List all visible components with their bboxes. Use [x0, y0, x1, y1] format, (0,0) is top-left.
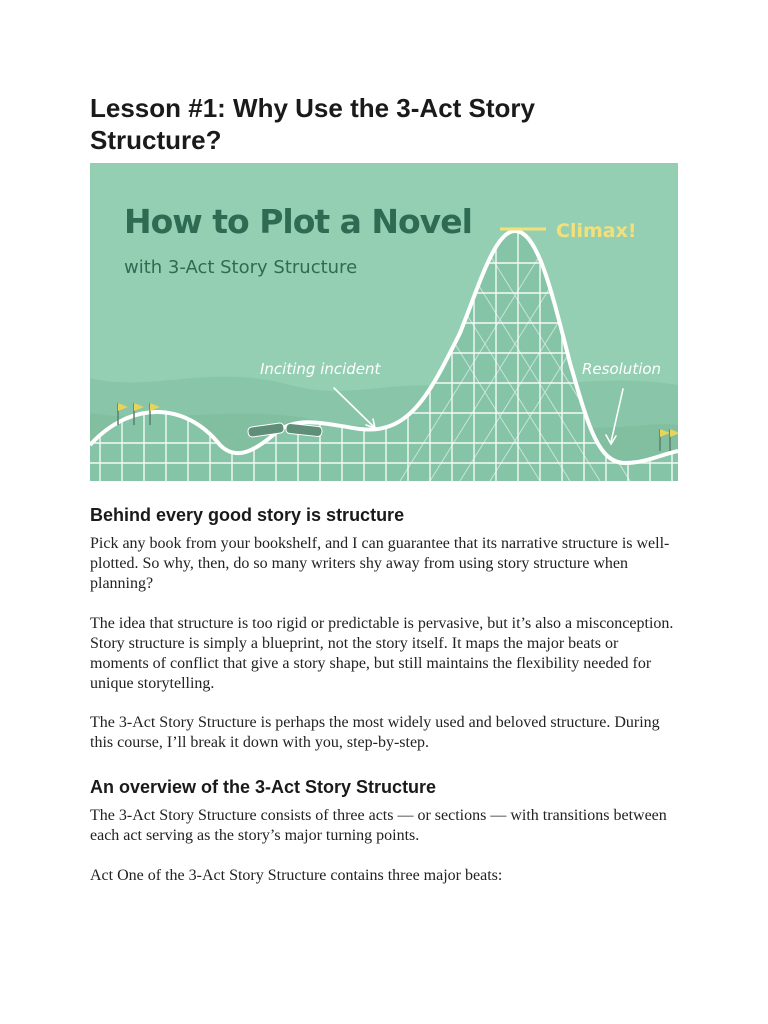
paragraph-1: Pick any book from your bookshelf, and I can guarantee that its narrative structure is well-plotted. So why, then, do so many writers shy away from using story structure when planning?: [90, 535, 670, 592]
figure-subheading: with 3-Act Story Structure: [124, 257, 358, 278]
paragraph-5: Act One of the 3-Act Story Structure contains three major beats:: [90, 867, 503, 884]
figure-label-resolution: Resolution: [582, 360, 662, 378]
page-title: Lesson #1: Why Use the 3-Act Story Structure?: [90, 93, 535, 155]
section-heading-structure: Behind every good story is structure: [90, 505, 405, 525]
paragraph-4: The 3-Act Story Structure consists of three acts — or sections — with transitions between each act serving as the story’s major turning points.: [90, 807, 667, 844]
paragraph-2: The idea that structure is too rigid or predictable is pervasive, but it’s also a misconception. Story structure is simply a blueprint, not the story itself. It maps the major beats or moments of conflict that give a story shape, but still maintains the flexibility needed for unique storytelling.: [90, 615, 674, 692]
figure-label-inciting: Inciting incident: [260, 360, 381, 378]
plot-illustration: [90, 163, 678, 481]
paragraph-3: The 3-Act Story Structure is perhaps the most widely used and beloved structure. During this course, I’ll break it down with you, step-by-step.: [90, 714, 660, 751]
section-heading-overview: An overview of the 3-Act Story Structure: [90, 777, 437, 797]
figure-heading: How to Plot a Novel: [124, 202, 472, 241]
figure-label-climax: Climax!: [556, 220, 637, 242]
